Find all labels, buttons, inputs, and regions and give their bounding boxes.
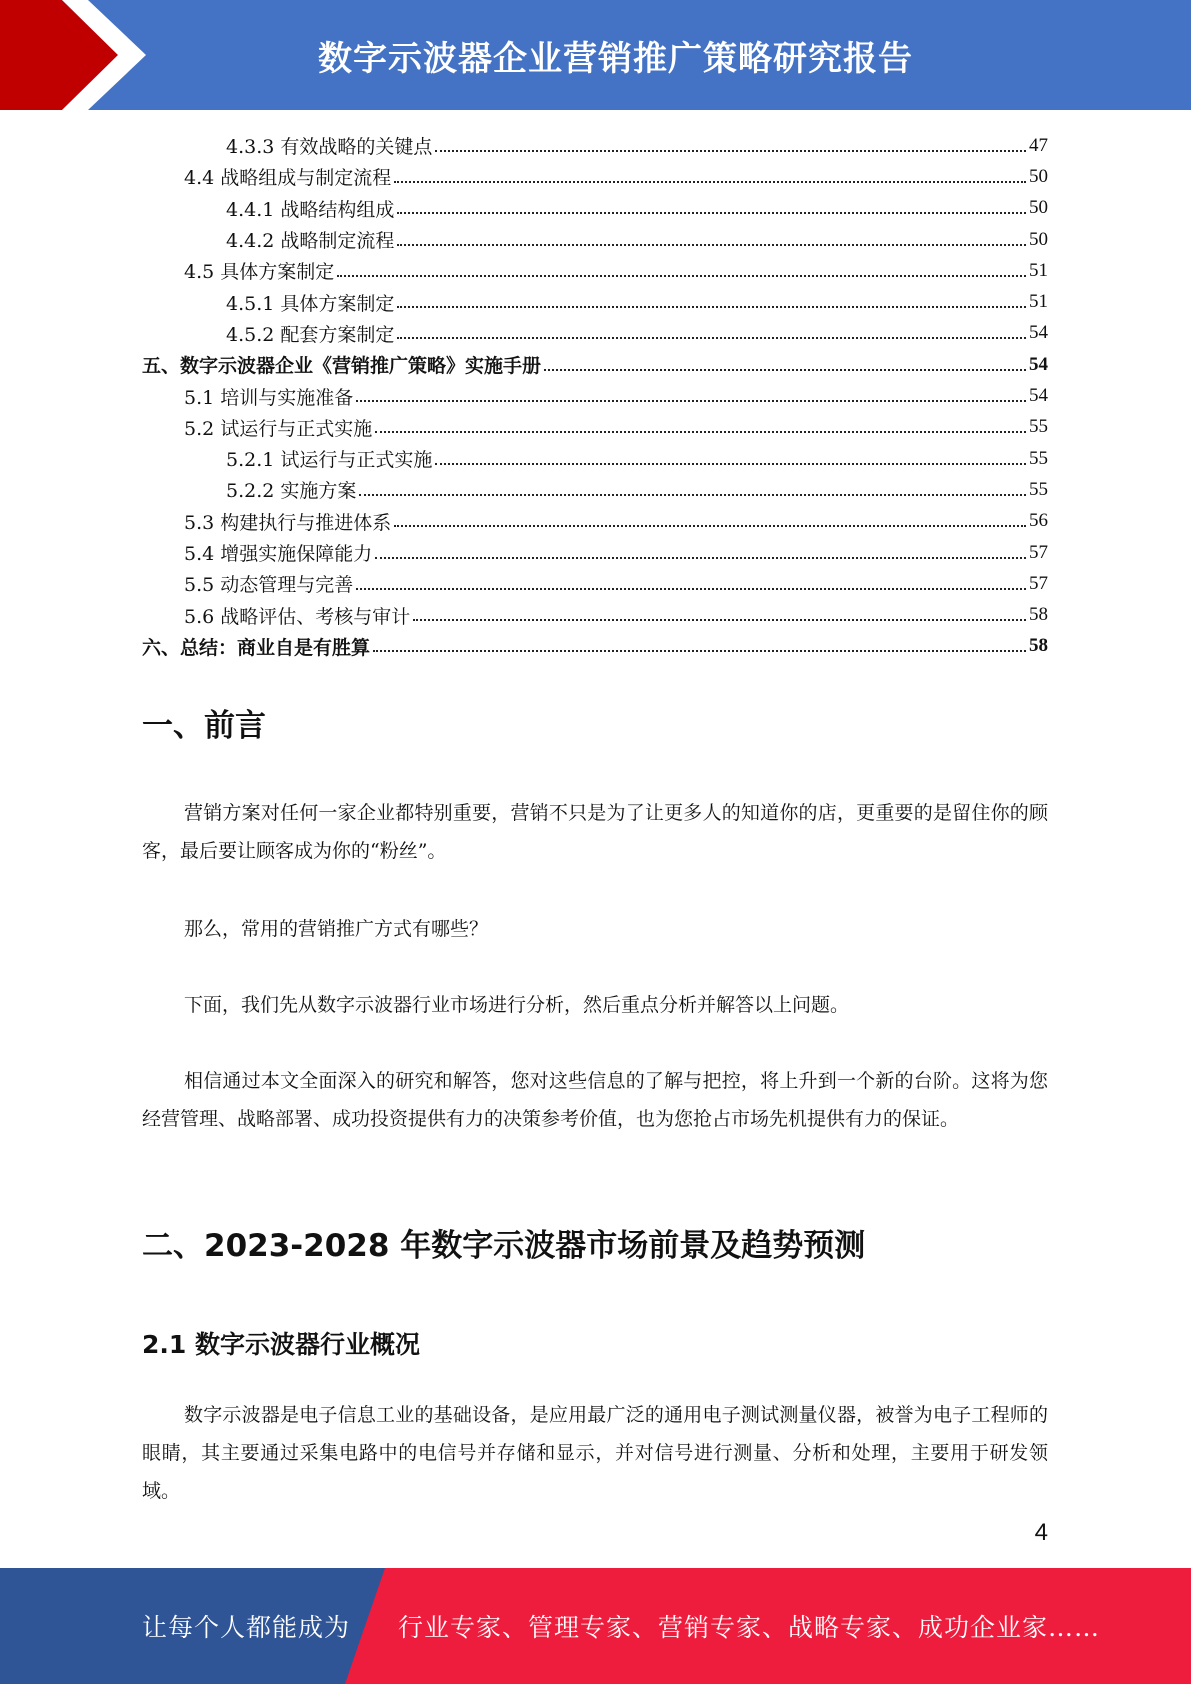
toc-entry-label: 5.3 构建执行与推进体系 — [184, 511, 392, 534]
toc-entry-page: 47 — [1029, 134, 1048, 156]
toc-entry[interactable] — [142, 412, 1048, 443]
toc-dot-leader — [397, 212, 1026, 214]
toc-entry-page: 50 — [1029, 165, 1048, 187]
toc-dot-leader — [435, 463, 1026, 465]
toc-entry-label: 六、总结：商业自是有胜算 — [142, 636, 371, 659]
toc-entry[interactable] — [142, 161, 1048, 192]
toc-dot-leader — [337, 275, 1026, 277]
table-of-contents — [142, 130, 1048, 662]
preface-paragraph-3: 下面，我们先从数字示波器行业市场进行分析，然后重点分析并解答以上问题。 — [184, 994, 850, 1016]
toc-dot-leader — [375, 557, 1026, 559]
toc-dot-leader — [356, 588, 1026, 590]
toc-entry-page: 55 — [1029, 447, 1048, 469]
toc-dot-leader — [373, 650, 1026, 652]
toc-entry-page: 51 — [1029, 291, 1048, 313]
toc-dot-leader — [359, 494, 1026, 496]
toc-dot-leader — [397, 244, 1026, 246]
page-number: 4 — [1034, 1519, 1048, 1546]
toc-entry[interactable] — [142, 380, 1048, 411]
preface-paragraph-2: 那么，常用的营销推广方式有哪些？ — [184, 918, 489, 940]
toc-entry[interactable] — [142, 130, 1048, 161]
footer-slogan-left: 让每个人都能成为 — [142, 1613, 351, 1642]
industry-overview-paragraph: 数字示波器是电子信息工业的基础设备，是应用最广泛的通用电子测试测量仪器，被誉为电子工程师的眼睛，其主要通过采集电路中的电信号并存储和显示，并对信号进行测量、分析和处理，主要用于研发领域。 — [142, 1404, 1048, 1502]
toc-entry-page: 57 — [1029, 541, 1048, 563]
toc-entry[interactable] — [142, 286, 1048, 317]
toc-entry[interactable] — [142, 349, 1048, 380]
toc-entry-page: 58 — [1029, 635, 1048, 657]
toc-entry-label: 4.5 具体方案制定 — [184, 261, 335, 284]
toc-entry[interactable] — [142, 506, 1048, 537]
subsection-heading-industry-overview: 2.1 数字示波器行业概况 — [142, 1330, 420, 1359]
toc-entry-page: 56 — [1029, 510, 1048, 532]
toc-entry-label: 5.5 动态管理与完善 — [184, 574, 354, 597]
toc-entry[interactable] — [142, 255, 1048, 286]
toc-entry-label: 5.2 试运行与正式实施 — [184, 417, 373, 440]
toc-entry-label: 5.2.1 试运行与正式实施 — [226, 449, 433, 472]
toc-dot-leader — [397, 337, 1026, 339]
preface-paragraph-1: 营销方案对任何一家企业都特别重要，营销不只是为了让更多人的知道你的店，更重要的是留住你的顾客，最后要让顾客成为你的“粉丝”。 — [142, 802, 1048, 862]
preface-paragraph-4: 相信通过本文全面深入的研究和解答，您对这些信息的了解与把控，将上升到一个新的台阶。这将为您经营管理、战略部署、成功投资提供有力的决策参考价值，也为您抢占市场先机提供有力的保证。 — [142, 1070, 1048, 1130]
document-title: 数字示波器企业营销推广策略研究报告 — [318, 38, 913, 79]
toc-entry-label: 5.4 增强实施保障能力 — [184, 543, 373, 565]
toc-entry[interactable] — [142, 568, 1048, 599]
toc-entry-page: 55 — [1029, 478, 1048, 500]
header-banner — [0, 0, 1191, 110]
section-heading-market-outlook: 二、2023-2028 年数字示波器市场前景及趋势预测 — [142, 1228, 866, 1264]
toc-entry[interactable] — [142, 599, 1048, 630]
toc-entry-page: 55 — [1029, 416, 1048, 438]
toc-dot-leader — [375, 431, 1026, 433]
toc-entry-page: 58 — [1029, 604, 1048, 626]
toc-dot-leader — [397, 306, 1026, 308]
toc-entry[interactable] — [142, 474, 1048, 505]
toc-entry-page: 57 — [1029, 572, 1048, 594]
toc-entry-label: 5.6 战略评估、考核与审计 — [184, 605, 411, 628]
toc-entry[interactable] — [142, 193, 1048, 224]
toc-entry-page: 50 — [1029, 228, 1048, 250]
section-heading-preface: 一、前言 — [142, 708, 266, 744]
toc-entry-page: 54 — [1029, 385, 1048, 407]
footer-slogan-right: 行业专家、管理专家、营销专家、战略专家、成功企业家…… — [398, 1613, 1101, 1642]
toc-entry-page: 50 — [1029, 197, 1048, 219]
toc-entry[interactable] — [142, 318, 1048, 349]
toc-entry-label: 5.2.2 实施方案 — [226, 480, 357, 503]
toc-entry[interactable] — [142, 631, 1048, 662]
toc-entry-label: 4.3.3 有效战略的关键点 — [226, 136, 433, 159]
toc-dot-leader — [413, 619, 1026, 621]
toc-dot-leader — [544, 369, 1026, 371]
toc-dot-leader — [356, 400, 1026, 402]
toc-entry[interactable] — [142, 537, 1048, 568]
toc-entry-label: 4.4 战略组成与制定流程 — [184, 167, 392, 190]
toc-entry[interactable] — [142, 224, 1048, 255]
toc-entry-label: 4.4.2 战略制定流程 — [226, 230, 395, 253]
toc-entry-page: 54 — [1029, 353, 1048, 375]
toc-entry-page: 54 — [1029, 322, 1048, 344]
toc-entry-label: 4.5.2 配套方案制定 — [226, 323, 395, 346]
toc-entry-label: 4.4.1 战略结构组成 — [226, 198, 395, 221]
toc-entry[interactable] — [142, 443, 1048, 474]
toc-dot-leader — [435, 150, 1026, 152]
toc-dot-leader — [394, 181, 1026, 183]
footer-banner — [0, 1568, 1191, 1684]
toc-entry-label: 4.5.1 具体方案制定 — [226, 292, 395, 315]
toc-dot-leader — [394, 525, 1026, 527]
toc-entry-page: 51 — [1029, 259, 1048, 281]
toc-entry-label: 五、数字示波器企业《营销推广策略》实施手册 — [142, 355, 542, 378]
toc-entry-label: 5.1 培训与实施准备 — [184, 386, 354, 409]
